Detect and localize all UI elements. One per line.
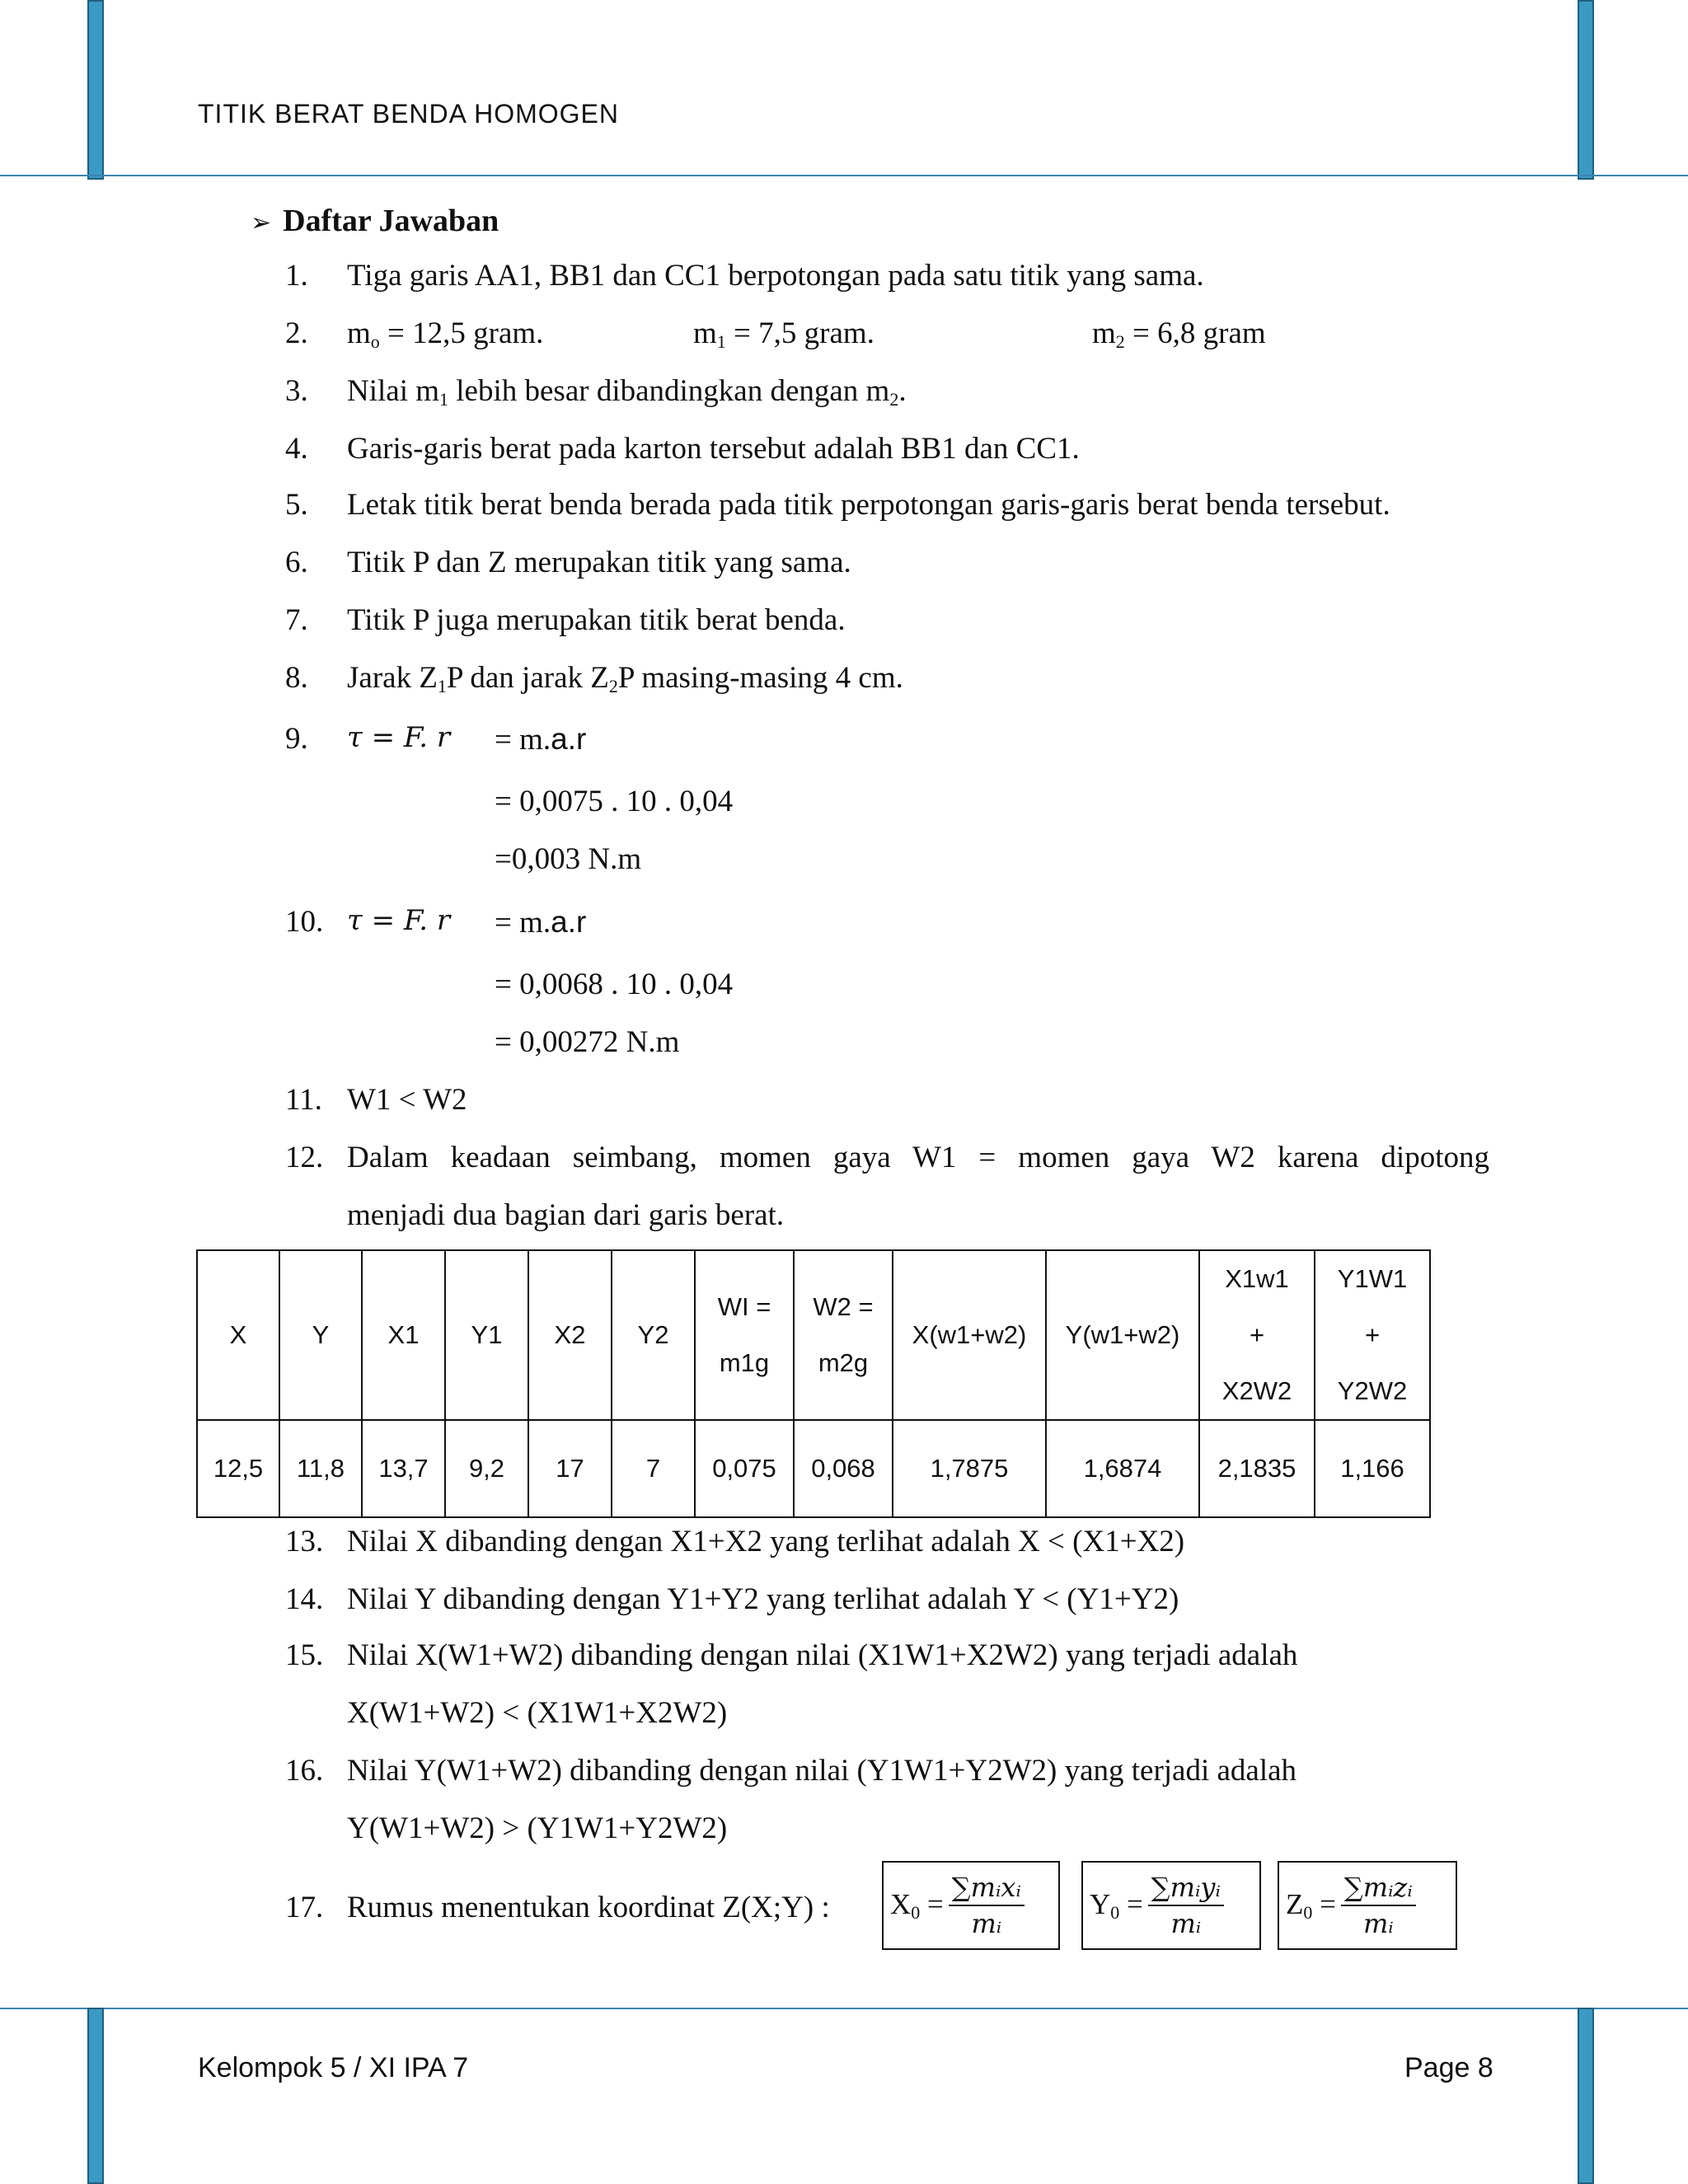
answer-number: 12. [285,1141,324,1174]
answer-text: Jarak $Z_1P$ dan jarak $Z_2P$ masing-masing 4 cm. [347,661,903,696]
header-cell: X(w1+w2) [893,1250,1046,1420]
formula-y0-box [1081,1861,1261,1950]
answer-number: 13. [285,1525,324,1558]
table-cell: 1,7875 [893,1420,1046,1517]
answer-number: 16. [285,1754,324,1788]
answer-text: Nilai X dibanding dengan X1+X2 yang terlihat adalah X < (X1+X2) [347,1525,1185,1558]
answer-text: W1 < W2 [347,1083,467,1117]
table-cell: 11,8 [279,1420,362,1517]
answer-number: 9. [285,722,308,756]
answer-text: Garis-garis berat pada karton tersebut adalah BB1 dan CC1. [347,432,1080,466]
answer-text: Nilai X(W1+W2) dibanding dengan nilai (X1W1+X2W2) yang terjadi adalah [347,1638,1298,1672]
table-cell: 9,2 [445,1420,528,1517]
answer-text: X(W1+W2) < (X1W1+X2W2) [347,1696,728,1730]
answer-number: 15. [285,1638,324,1672]
header-cell: W2 = m2g [794,1250,893,1420]
formula-fraction: $\frac{\text{∑mᵢzᵢ}}{\text{mᵢ}}$ [1341,1872,1416,1939]
answer-text: Nilai Y dibanding dengan Y1+Y2 yang terlihat adalah Y < (Y1+Y2) [347,1582,1179,1616]
table-cell: 1,166 [1315,1420,1430,1517]
table-cell: 0,075 [695,1420,794,1517]
answer-number: 2. [285,316,308,350]
header-cell: Y1W1 + Y2W2 [1315,1250,1430,1420]
header-cell: Y [279,1250,362,1420]
arrow-bullet-icon: ➢ [251,209,272,237]
answer-text: Nilai Y(W1+W2) dibanding dengan nilai (Y1W1+Y2W2) yang terjadi adalah [347,1754,1297,1788]
answer-number: 5. [285,488,308,522]
answer-number: 3. [285,374,308,408]
answer-text: Tiga garis AA1, BB1 dan CC1 berpotongan pada satu titik yang sama. [347,259,1204,293]
header-cell: X1 [362,1250,445,1420]
answer-text: Titik P dan Z merupakan titik yang sama. [347,546,851,579]
formula-x0-box [882,1861,1060,1950]
footer-divider [0,2008,1688,2009]
answer-text: Letak titik berat benda berada pada titik perpotongan garis-garis berat benda tersebut. [347,488,1390,522]
torque-equation: = m.a.r [495,722,587,757]
table-cell: 12,5 [197,1420,279,1517]
header-cell: X2 [528,1250,612,1420]
footer-left: Kelompok 5 / XI IPA 7 [198,2052,469,2083]
answer-text: Dalam keadaan seimbang, momen gaya W1 = momen gaya W2 karena dipotong [347,1141,1489,1174]
formula-z0-box [1278,1861,1457,1950]
answer-text: menjadi dua bagian dari garis berat. [347,1198,785,1232]
formula-label: $Z_0$ = [1286,1887,1336,1923]
formula-label: $X_0$ = [890,1887,944,1923]
answer-text: Nilai $m_1$ lebih besar dibandingkan dengan $m_2$. [347,374,907,410]
header-cell: Y1 [445,1250,528,1420]
answer-number: 10. [285,905,324,939]
answer-text: Y(W1+W2) > (Y1W1+Y2W2) [347,1811,728,1845]
torque-formula: τ = F. r [347,721,451,754]
torque-result: = 0,00272 N.m [495,1025,680,1059]
table-cell: 2,1835 [1199,1420,1315,1517]
formula-fraction: $\frac{\text{∑mᵢyᵢ}}{\text{mᵢ}}$ [1148,1872,1224,1939]
answer-number: 8. [285,661,308,695]
answer-number: 7. [285,603,308,637]
torque-calc: = 0,0068 . 10 . 0,04 [495,968,734,1001]
formula-fraction: $\frac{\text{∑mᵢxᵢ}}{\text{mᵢ}}$ [949,1872,1025,1939]
table-cell: 1,6874 [1046,1420,1199,1517]
answer-number: 1. [285,259,308,293]
data-table [196,1249,1431,1518]
answer-number: 4. [285,432,308,466]
header-title: TITIK BERAT BENDA HOMOGEN [198,99,619,129]
answer-number: 17. [285,1891,324,1924]
torque-equation: = m.a.r [495,905,587,940]
formula-label: $Y_0$ = [1090,1887,1143,1923]
torque-formula: τ = F. r [347,904,451,937]
table-cell: 17 [528,1420,612,1517]
header-cell: X [197,1250,279,1420]
right-top-bar [1578,0,1594,180]
mass-m0: $m_o = 12,5$ gram. [347,316,544,352]
section-heading [251,203,499,239]
table-row [197,1420,1430,1517]
section-title: Daftar Jawaban [283,204,499,238]
page-number: Page 8 [1404,2052,1493,2083]
left-bottom-bar [87,2008,104,2184]
answer-text: Rumus menentukan koordinat Z(X;Y) : [347,1891,830,1924]
header-cell: WI = m1g [695,1250,794,1420]
left-top-bar [87,0,104,180]
table-cell: 13,7 [362,1420,445,1517]
torque-result: =0,003 N.m [495,842,642,876]
table-cell: 0,068 [794,1420,893,1517]
answer-number: 11. [285,1083,322,1117]
mass-m1: $m_1 = 7,5$ gram. [693,316,874,352]
header-cell: X1w1 + X2W2 [1199,1250,1315,1420]
header-divider [0,175,1688,176]
answer-number: 14. [285,1582,324,1616]
table-header-row [197,1250,1430,1420]
header-cell: Y2 [612,1250,695,1420]
torque-calc: = 0,0075 . 10 . 0,04 [495,785,734,818]
right-bottom-bar [1578,2008,1594,2184]
mass-m2: $m_2 = 6,8$ gram [1092,316,1266,352]
table-cell: 7 [612,1420,695,1517]
answer-text: Titik P juga merupakan titik berat benda. [347,603,846,637]
header-cell: Y(w1+w2) [1046,1250,1199,1420]
answer-number: 6. [285,546,308,579]
